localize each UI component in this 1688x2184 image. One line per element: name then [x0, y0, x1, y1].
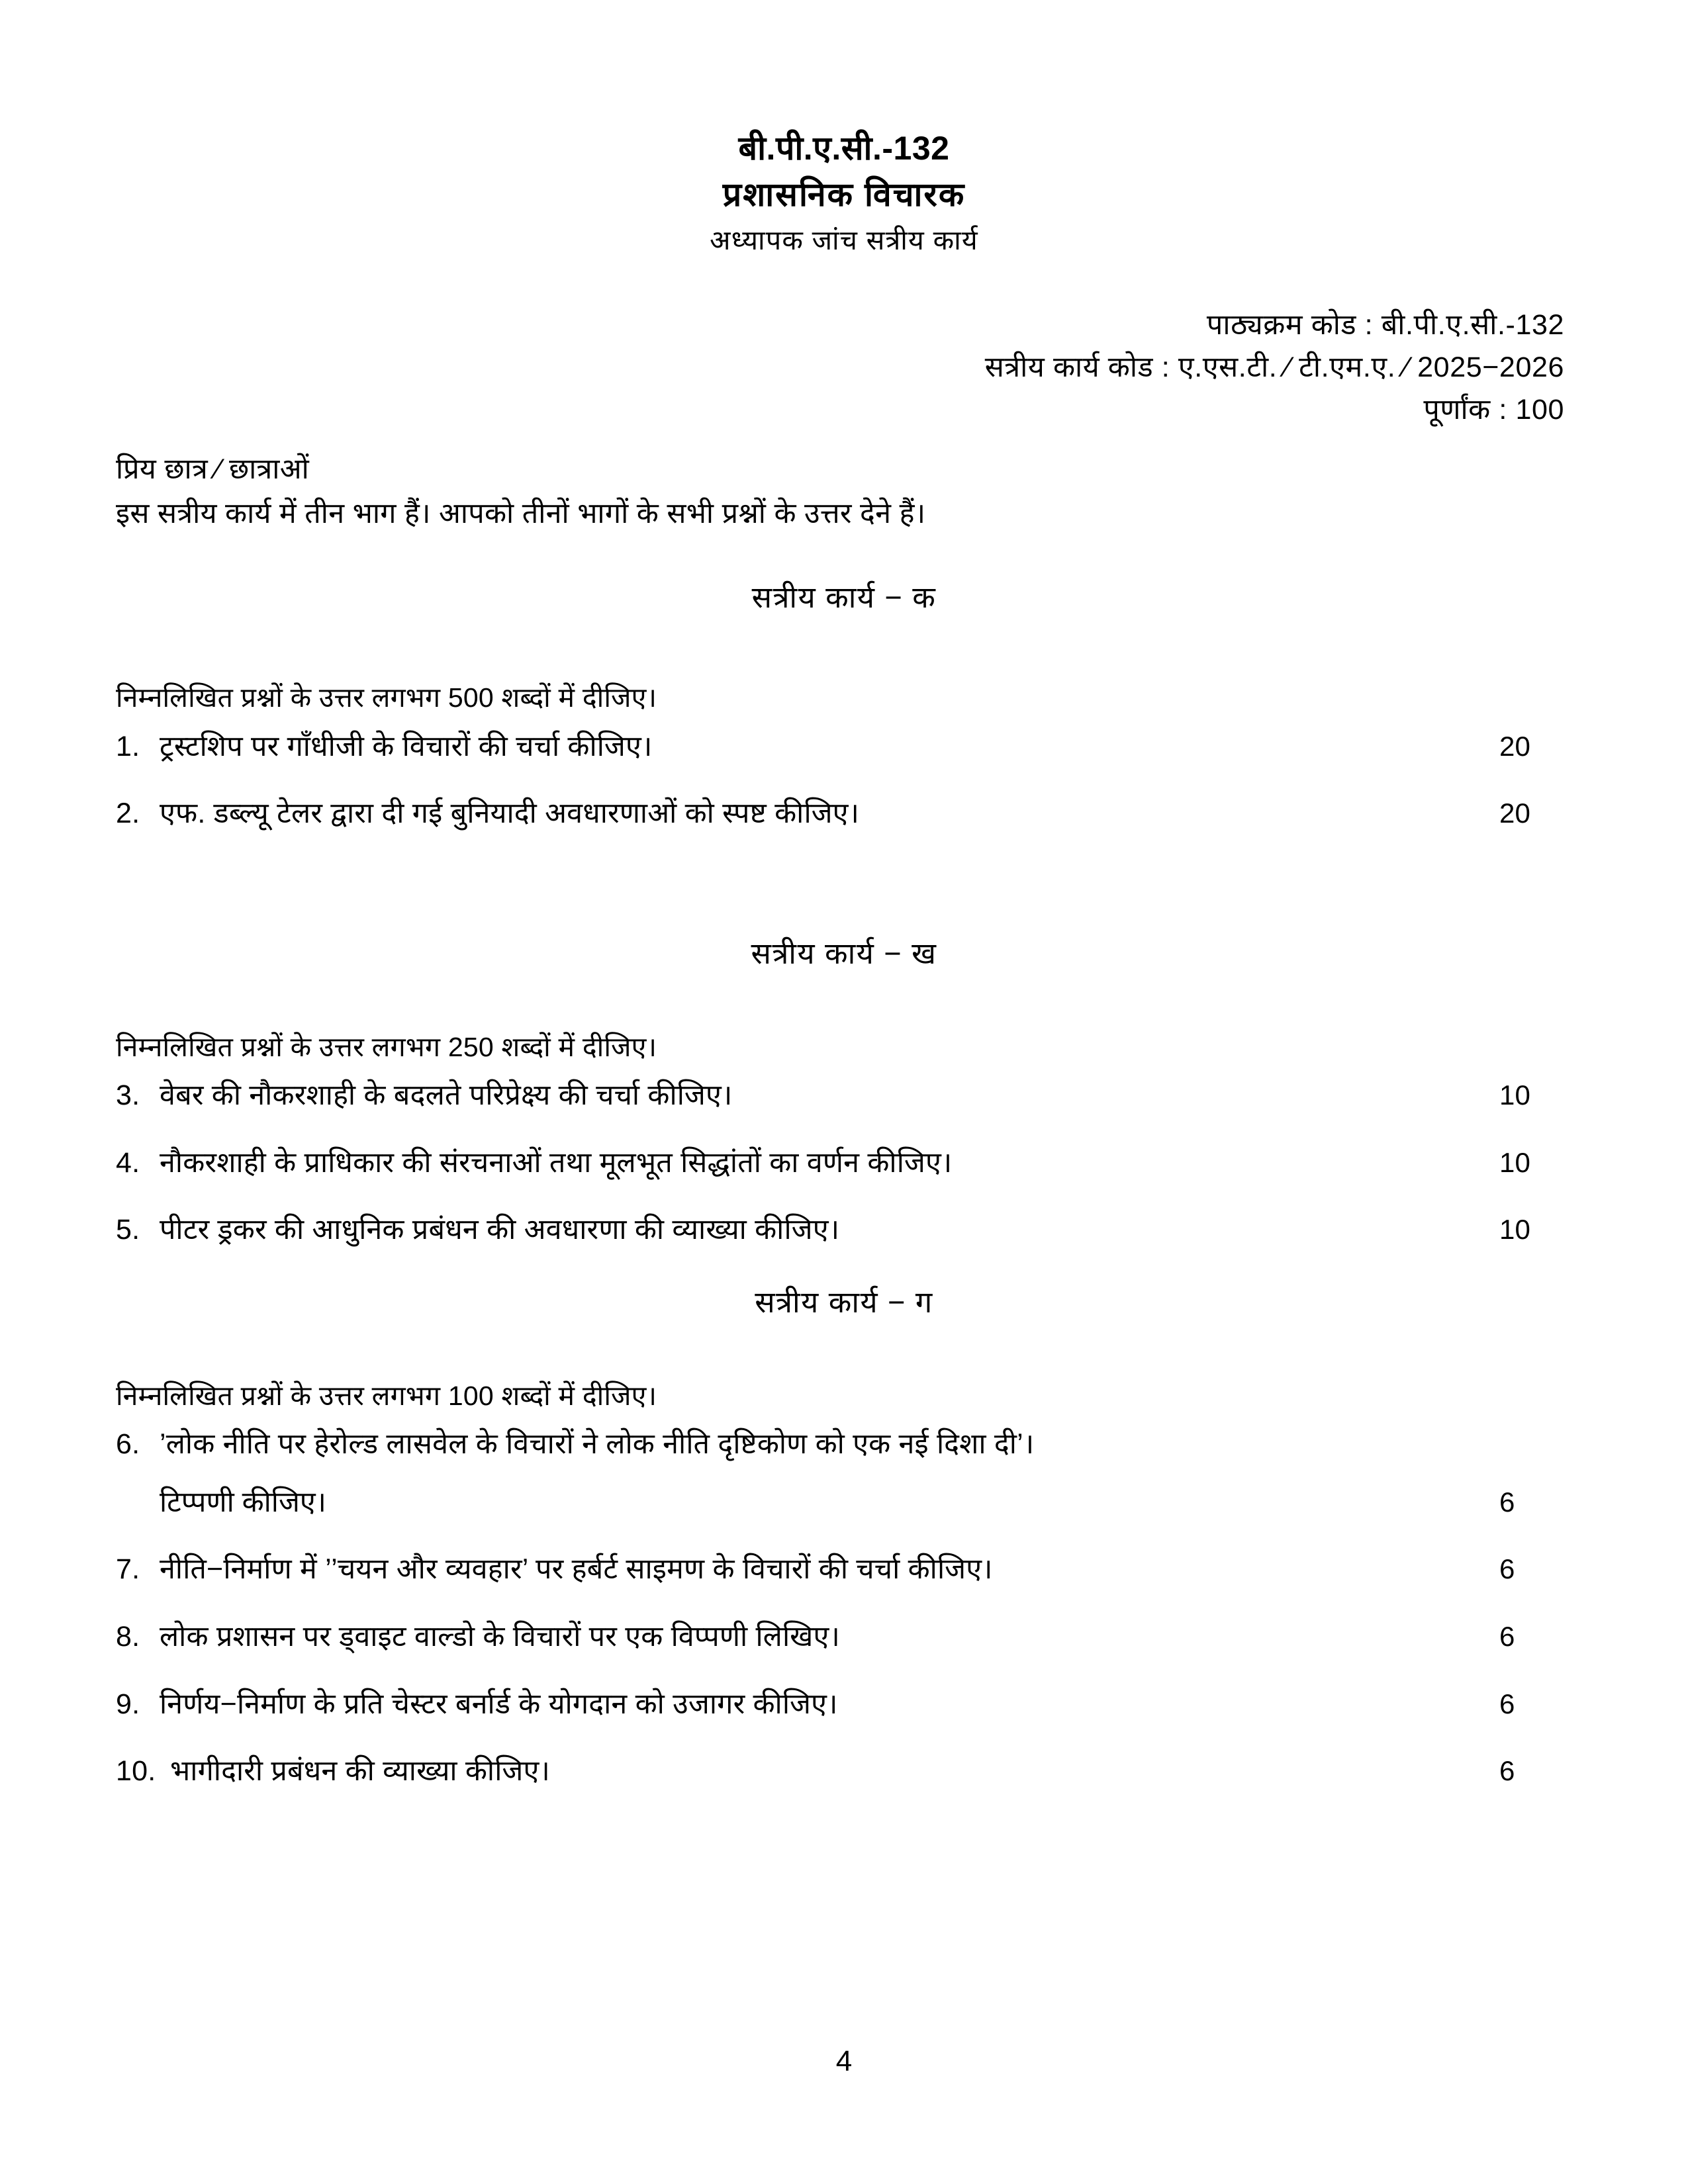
greeting-block [116, 449, 1572, 534]
question-number: 4. [116, 1146, 140, 1179]
section-heading-c: सत्रीय कार्य − ग [755, 1285, 933, 1319]
section-instruction-c: निम्नलिखित प्रश्नों के उत्तर लगभग 100 शब्दों में दीजिए। [116, 1380, 657, 1411]
question-marks: 6 [1499, 1553, 1515, 1585]
question-text: लोक प्रशासन पर ड्वाइट वाल्डो के विचारों पर एक विप्पणी लिखिए। [160, 1621, 840, 1653]
question-marks: 10 [1499, 1214, 1531, 1246]
question-number: 9. [116, 1688, 140, 1720]
course-code-title: बी.पी.ए.सी.-132 [738, 130, 950, 167]
question-text: नौकरशाही के प्राधिकार की संरचनाओं तथा मूलभूत सिद्धांतों का वर्णन कीजिए। [160, 1146, 953, 1179]
question-number: 3. [116, 1079, 140, 1112]
title-block [116, 0, 1572, 258]
section-instruction-a: निम्नलिखित प्रश्नों के उत्तर लगभग 500 शब्दों में दीजिए। [116, 682, 657, 713]
question-text: वेबर की नौकरशाही के बदलते परिप्रेक्ष्य की चर्चा कीजिए। [160, 1079, 733, 1112]
question-marks: 20 [1499, 797, 1531, 829]
question-marks: 6 [1499, 1755, 1515, 1787]
question-marks: 10 [1499, 1079, 1531, 1111]
greeting-salutation: प्रिय छात्र ⁄ छात्राओं [116, 453, 309, 486]
question-text: नीति−निर्माण में ’’चयन और व्यवहार’ पर हर्बर्ट साइमण के विचारों की चर्चा कीजिए। [160, 1553, 993, 1586]
question-continuation-row [116, 1484, 1572, 1522]
question-marks: 10 [1499, 1146, 1531, 1178]
question-number: 1. [116, 730, 140, 762]
question-text: पीटर ड्रकर की आधुनिक प्रबंधन की अवधारणा की व्याख्या कीजिए। [160, 1214, 840, 1246]
assignment-type-subtitle: अध्यापक जांच सत्रीय कार्य [710, 225, 978, 255]
page-content [116, 0, 1572, 2184]
question-continuation-text: टिप्पणी कीजिए। [160, 1486, 326, 1518]
question-row [116, 1618, 1572, 1657]
question-row [116, 1077, 1572, 1115]
question-row [116, 1686, 1572, 1724]
question-text: एफ. डब्ल्यू टेलर द्वारा दी गई बुनियादी अवधारणाओं को स्पष्ट कीजिए। [160, 797, 860, 830]
question-number: 2. [116, 797, 140, 830]
question-marks: 6 [1499, 1486, 1515, 1518]
question-row [116, 795, 1572, 833]
question-row [116, 1426, 1572, 1464]
question-marks: 6 [1499, 1688, 1515, 1719]
assignment-meta-block [116, 304, 1572, 431]
question-row [116, 1211, 1572, 1250]
assignment-code-meta: सत्रीय कार्य कोड : ए.एस.टी. ⁄ टी.एम.ए. ⁄ 2025−2026 [984, 351, 1564, 383]
course-name-title: प्रशासनिक विचारक [722, 176, 966, 213]
page-number: 4 [835, 2045, 853, 2077]
section-heading-a: सत्रीय कार्य − क [751, 580, 937, 615]
section-heading-b: सत्रीय कार्य − ख [751, 936, 937, 970]
question-number: 5. [116, 1214, 140, 1246]
question-text: भागीदारी प्रबंधन की व्याख्या कीजिए। [170, 1755, 550, 1788]
question-number: 10. [116, 1755, 156, 1788]
max-marks-meta: पूर्णांक : 100 [1423, 393, 1564, 426]
section-instruction-b: निम्नलिखित प्रश्नों के उत्तर लगभग 250 शब्दों में दीजिए। [116, 1031, 657, 1062]
course-code-meta: पाठ्यक्रम कोड : बी.पी.ए.सी.-132 [1206, 309, 1564, 341]
question-text: ’लोक नीति पर हेरोल्ड लासवेल के विचारों ने लोक नीति दृष्टिकोण को एक नई दिशा दी’। [160, 1428, 1035, 1461]
question-number: 7. [116, 1553, 140, 1586]
question-marks: 20 [1499, 730, 1531, 762]
question-row [116, 1144, 1572, 1183]
question-row [116, 728, 1572, 766]
question-text: निर्णय−निर्माण के प्रति चेस्टर बर्नार्ड के योगदान को उजागर कीजिए। [160, 1688, 838, 1720]
question-row [116, 1752, 1572, 1791]
question-marks: 6 [1499, 1621, 1515, 1653]
question-number: 6. [116, 1428, 140, 1461]
greeting-instruction: इस सत्रीय कार्य में तीन भाग हैं। आपको तीनों भागों के सभी प्रश्नों के उत्तर देने हैं। [116, 498, 926, 530]
question-row [116, 1551, 1572, 1589]
question-number: 8. [116, 1621, 140, 1653]
question-text: ट्रस्टशिप पर गाँधीजी के विचारों की चर्चा कीजिए। [160, 730, 653, 762]
